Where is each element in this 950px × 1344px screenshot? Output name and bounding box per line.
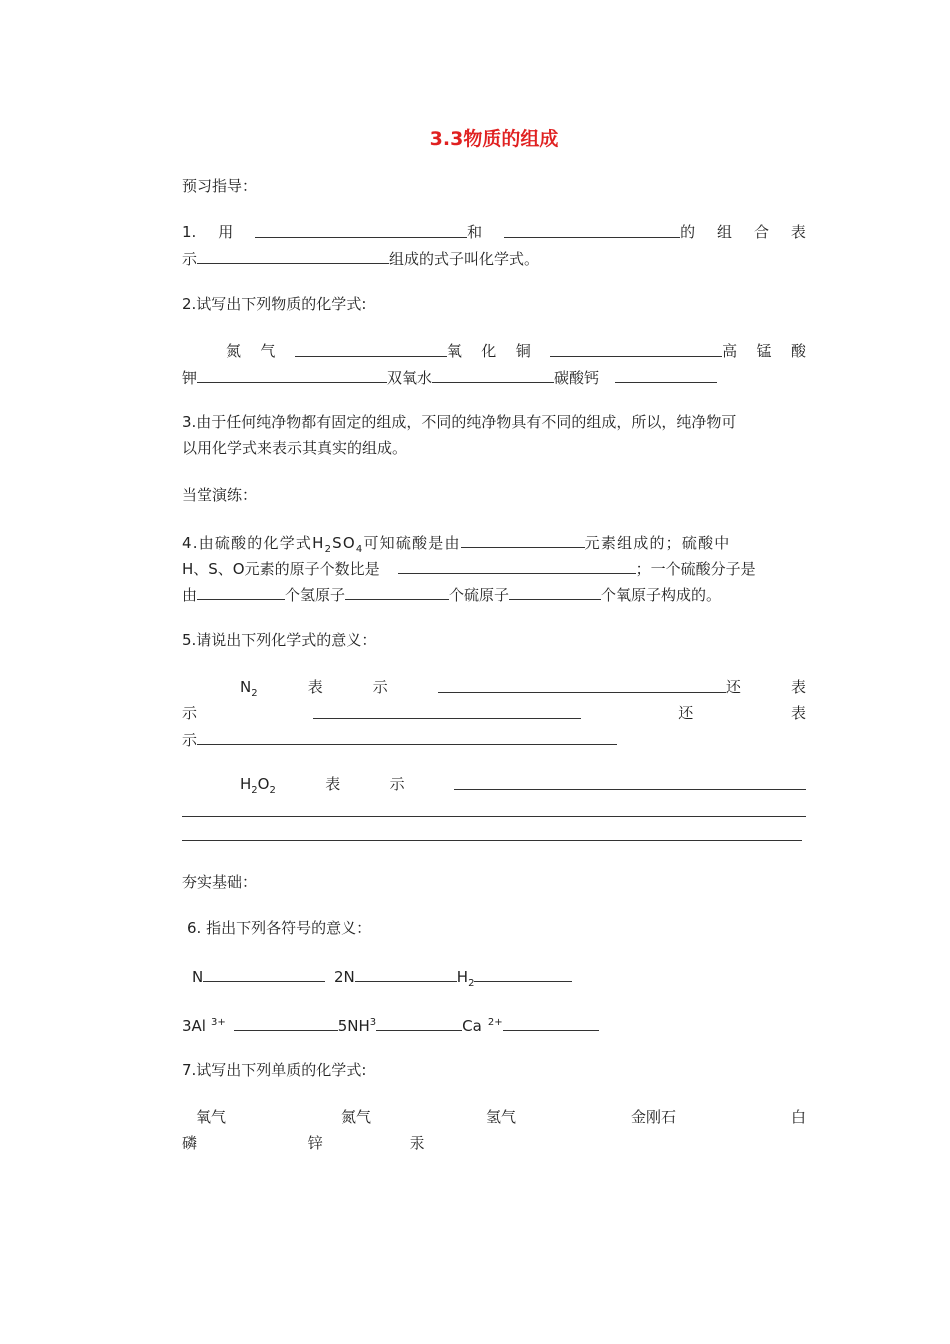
q5-heading: 5.请说出下列化学式的意义： <box>182 631 377 649</box>
q4-formula: H <box>312 534 325 552</box>
q2-blank-h2o2[interactable] <box>432 367 554 383</box>
q2-word: 化 <box>481 342 497 360</box>
q6-blank-2n[interactable] <box>355 966 457 982</box>
q2-word: 高 <box>722 342 738 360</box>
q7-substance: 氧气 <box>196 1108 227 1126</box>
q7-substance: 金刚石 <box>630 1108 676 1126</box>
q4-text: ；一个硫酸分子是 <box>635 560 756 578</box>
q7-substance: 氢气 <box>485 1108 516 1126</box>
q2-blank-caco3[interactable] <box>615 367 717 383</box>
q4-text: 可知硫酸是由 <box>363 534 461 552</box>
q2-blank-group <box>295 341 462 361</box>
q2-word: 钾 <box>182 369 198 387</box>
q7-substance: 锌 <box>307 1134 323 1152</box>
q1-blank-3[interactable] <box>197 248 389 264</box>
q2-word: 碳酸钙 <box>554 369 600 387</box>
q5-h2o2-blank-3[interactable] <box>182 840 802 841</box>
q4-text: 个硫原子 <box>449 586 510 604</box>
q6-symbol: Ca <box>462 1017 482 1035</box>
q5-word: 示 <box>372 678 388 696</box>
q2-blank-cuo[interactable] <box>550 341 722 357</box>
q1-blank-1[interactable] <box>255 222 467 238</box>
q4-text: 个氧原子构成的。 <box>601 586 722 604</box>
q4-blank-elements[interactable] <box>461 532 585 548</box>
q5-n2-line2 <box>182 703 806 723</box>
q5-n2-blank-3[interactable] <box>197 729 617 745</box>
q6-heading: 6. 指出下列各符号的意义： <box>187 919 372 937</box>
section-practice: 当堂演练： <box>182 486 258 504</box>
q4-line3 <box>182 584 721 605</box>
q5-word: 示 <box>182 704 198 722</box>
q4-blank-ratio[interactable] <box>398 558 636 574</box>
q5-n2-blank-1[interactable] <box>438 677 726 693</box>
q2-word: 酸 <box>790 342 806 360</box>
q1-blank-group <box>504 222 695 242</box>
q4-text: H、S、O元素的原子个数比是 <box>182 560 380 578</box>
q5-word: 示 <box>182 731 198 749</box>
q6-blank-n[interactable] <box>203 966 325 982</box>
q5-h2o2-blank-2[interactable] <box>182 816 806 817</box>
q4-text: 由 <box>182 586 198 604</box>
q2-word: 氮 <box>226 342 242 360</box>
q6-blank-nh3[interactable] <box>376 1015 462 1031</box>
q5-word: 还 <box>678 704 694 722</box>
q5-h2o2-blank-1[interactable] <box>454 774 806 790</box>
q6-blank-al[interactable] <box>234 1015 338 1031</box>
q2-word: 铜 <box>515 342 531 360</box>
q2-heading: 2.试写出下列物质的化学式: <box>182 295 367 313</box>
q6-symbol: N <box>192 968 204 986</box>
q5-blank-group <box>438 677 741 704</box>
q7-substance: 磷 <box>182 1134 198 1152</box>
q2-word: 锰 <box>756 342 772 360</box>
q6-subscript: 2 <box>468 978 475 989</box>
q6-symbol: 2N <box>334 968 355 986</box>
q6-blank-ca[interactable] <box>503 1015 599 1031</box>
q2-line2 <box>182 367 717 388</box>
q1-tail: 组成的式子叫化学式。 <box>389 250 540 268</box>
q5-word: 还 <box>725 678 741 696</box>
q6-symbol: H <box>456 968 469 986</box>
q4-line2 <box>182 558 756 579</box>
q5-word: 表 <box>325 775 341 793</box>
q4-blank-s[interactable] <box>345 584 449 600</box>
q1-blank-2[interactable] <box>504 222 680 238</box>
section-preview: 预习指导： <box>182 177 258 195</box>
q5-formula-n2: $N_2$ <box>240 678 258 699</box>
q5-word: 表 <box>790 678 806 696</box>
q5-word: 示 <box>389 775 405 793</box>
q5-word: 表 <box>790 704 806 722</box>
q5-word: 表 <box>307 678 323 696</box>
q6-superscript: 3 <box>369 1017 377 1028</box>
section-foundation: 夯实基础： <box>182 873 258 891</box>
q4-line1 <box>182 532 730 560</box>
q4-text: 4.由硫酸的化学式 <box>182 534 313 552</box>
q4-formula: SO <box>332 534 356 552</box>
q2-blank-nitrogen[interactable] <box>295 341 447 357</box>
q6-line2 <box>182 1013 599 1036</box>
q3-line1: 3.由于任何纯净物都有固定的组成，不同的纯净物具有不同的组成，所以，纯净物可 <box>182 413 737 431</box>
q1-word: 组 <box>717 223 733 241</box>
q6-charge: 3+ <box>210 1017 226 1028</box>
q4-text: 个氢原子 <box>285 586 346 604</box>
q6-blank-h2[interactable] <box>474 966 572 982</box>
q2-blank-kmno4[interactable] <box>197 367 387 383</box>
q6-symbol: 3Al <box>182 1017 206 1035</box>
q5-h2o2-line1 <box>182 774 806 801</box>
q5-n2-blank-2[interactable] <box>313 703 581 719</box>
q6-line1 <box>192 966 572 994</box>
q1-word: 和 <box>467 223 483 241</box>
q1-line1 <box>182 222 806 242</box>
q4-subscript: 2 <box>324 544 333 555</box>
q1-word: 的 <box>680 223 696 241</box>
q2-line1 <box>182 341 806 361</box>
q1-blank-group <box>255 222 482 242</box>
q2-word: 双氧水 <box>387 369 433 387</box>
q7-heading: 7.试写出下列单质的化学式: <box>182 1061 367 1079</box>
q6-symbol: 5NH <box>337 1017 370 1035</box>
q7-line2 <box>182 1133 425 1153</box>
q7-substance: 白 <box>790 1108 806 1126</box>
q2-word: 氧 <box>446 342 462 360</box>
q1-word: 示 <box>182 250 198 268</box>
q4-blank-h[interactable] <box>197 584 285 600</box>
q7-line1 <box>182 1107 806 1127</box>
q1-number: 1. <box>182 223 197 241</box>
q7-substance: 氮气 <box>340 1108 371 1126</box>
q2-blank-group <box>550 341 737 361</box>
q1-line2 <box>182 248 539 269</box>
q1-word: 用 <box>218 223 234 241</box>
q4-subscript: 4 <box>355 544 364 555</box>
q6-charge: 2+ <box>487 1017 503 1028</box>
q5-formula-h2o2: $H_2O_2$ <box>240 775 276 796</box>
q2-word: 气 <box>260 342 276 360</box>
q1-word: 合 <box>753 223 769 241</box>
q3-line2: 以用化学式来表示其真实的组成。 <box>182 439 408 457</box>
q5-n2-line3 <box>182 729 617 750</box>
q1-word: 表 <box>790 223 806 241</box>
q4-text: 元素组成的；硫酸中 <box>584 534 731 552</box>
page-title: 3.3物质的组成 <box>429 128 559 150</box>
q7-substance: 汞 <box>409 1134 425 1152</box>
q5-n2-line1 <box>182 677 806 704</box>
q4-blank-o[interactable] <box>509 584 601 600</box>
